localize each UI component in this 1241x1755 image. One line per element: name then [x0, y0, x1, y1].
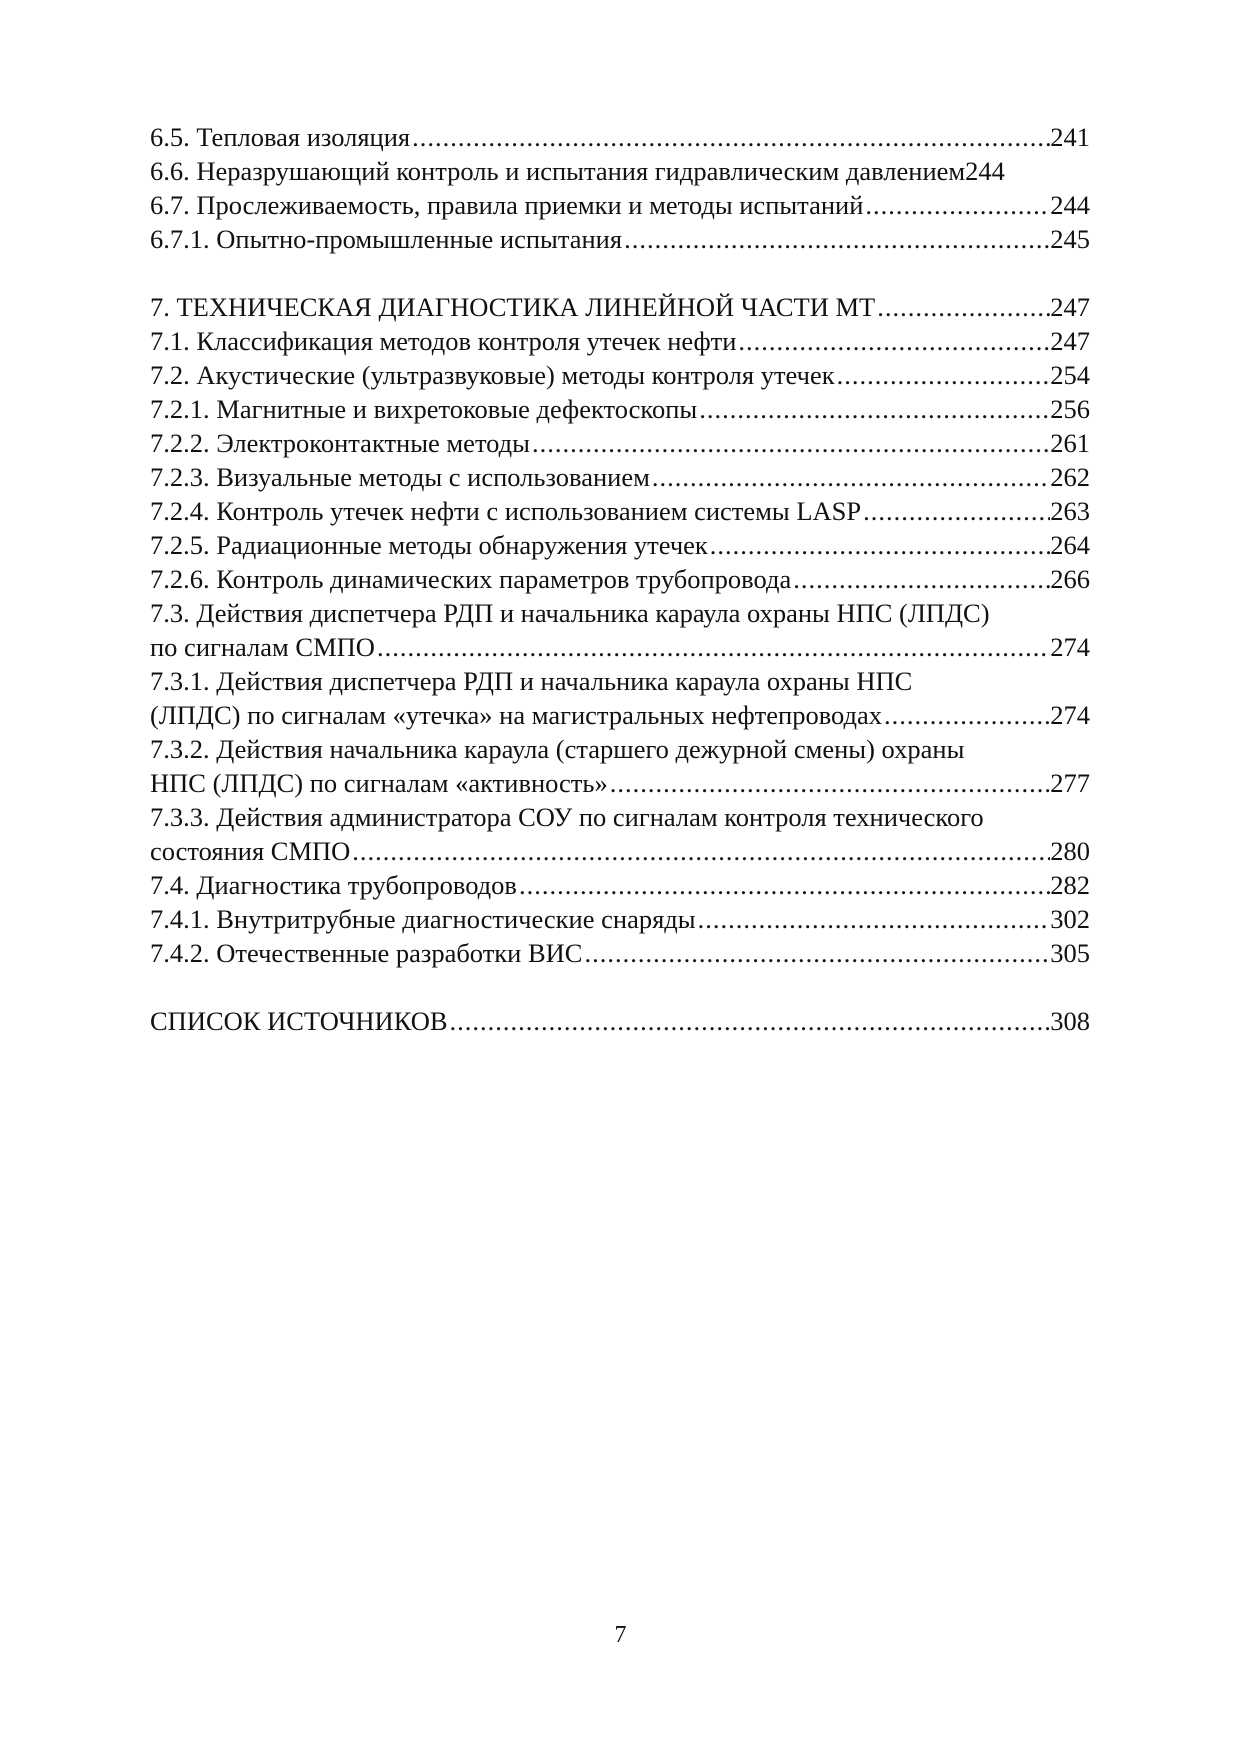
toc-entry-title: 7.2. Акустические (ультразвуковые) методы контроля утечек [150, 360, 835, 390]
toc-entry[interactable] [150, 1004, 1090, 1038]
dot-leader [696, 902, 1051, 936]
dot-leader [875, 290, 1050, 324]
toc-page-number: 247 [1050, 326, 1090, 356]
toc-entry-title: 7.2.5. Радиационные методы обнаружения утечек [150, 530, 708, 560]
dot-leader [530, 426, 1050, 460]
toc-entry-line [150, 324, 1090, 358]
toc-entry[interactable] [150, 596, 1090, 664]
toc-entry-line [150, 664, 1090, 698]
toc-entry-title: состояния СМПО [150, 836, 351, 866]
toc-page-number: 277 [1050, 768, 1090, 798]
toc-entry-title: 7.3. Действия диспетчера РДП и начальника караула охраны НПС (ЛПДС) [150, 598, 990, 628]
dot-leader [882, 698, 1050, 732]
toc-entry-title: 6.7. Прослеживаемость, правила приемки и методы испытаний [150, 190, 864, 220]
dot-leader [410, 120, 1050, 154]
toc-page-number: 302 [1050, 904, 1090, 934]
dot-leader [697, 392, 1050, 426]
toc-entry[interactable] [150, 188, 1090, 222]
toc-page-number: 247 [1050, 292, 1090, 322]
toc-entry-title: 7. ТЕХНИЧЕСКАЯ ДИАГНОСТИКА ЛИНЕЙНОЙ ЧАСТИ МТ [150, 292, 876, 322]
dot-leader [863, 188, 1050, 222]
section-gap [150, 970, 1090, 1004]
toc-page-number: 241 [1050, 122, 1090, 152]
dot-leader [582, 936, 1050, 970]
section-gap [150, 256, 1090, 290]
toc-entry[interactable] [150, 120, 1090, 154]
toc-entry[interactable] [150, 358, 1090, 392]
toc-entry-title: НПС (ЛПДС) по сигналам «активность» [150, 768, 608, 798]
toc-entry[interactable] [150, 290, 1090, 324]
toc-entry-line [150, 936, 1090, 970]
toc-entry-line [150, 800, 1090, 834]
toc-entry-title: 7.4.2. Отечественные разработки ВИС [150, 938, 583, 968]
toc-entry[interactable] [150, 732, 1090, 800]
toc-entry-title: 6.7.1. Опытно-промышленные испытания [150, 224, 623, 254]
toc-entry-title: 7.2.3. Визуальные методы с использованием [150, 462, 650, 492]
toc-page-number: 263 [1050, 496, 1090, 526]
toc-entry[interactable] [150, 562, 1090, 596]
toc-entry[interactable] [150, 868, 1090, 902]
toc-entry-title: 7.3.2. Действия начальника караула (старшего дежурной смены) охраны [150, 734, 965, 764]
dot-leader [622, 222, 1050, 256]
toc-entry-title: (ЛПДС) по сигналам «утечка» на магистральных нефтепроводах [150, 700, 883, 730]
toc-entry[interactable] [150, 528, 1090, 562]
toc-entry[interactable] [150, 664, 1090, 732]
toc-entry-line [150, 358, 1090, 392]
toc-entry-line [150, 766, 1090, 800]
toc-entry-line [150, 494, 1090, 528]
dot-leader [708, 528, 1050, 562]
toc-page-number: 245 [1050, 224, 1090, 254]
toc-entry-title: 7.4. Диагностика трубопроводов [150, 870, 517, 900]
dot-leader [608, 766, 1051, 800]
toc-entry-title: 7.2.6. Контроль динамических параметров трубопровода [150, 564, 792, 594]
toc-entry-line [150, 1004, 1090, 1038]
toc-entry-line [150, 834, 1090, 868]
toc-entry-line [150, 902, 1090, 936]
dot-leader [736, 324, 1050, 358]
toc-page-number: 308 [1050, 1006, 1090, 1036]
toc-entry-line [150, 188, 1090, 222]
table-of-contents [150, 120, 1090, 1038]
toc-page-number: 254 [1050, 360, 1090, 390]
toc-page-number: 305 [1050, 938, 1090, 968]
dot-leader [861, 494, 1050, 528]
dot-leader [350, 834, 1050, 868]
dot-leader [791, 562, 1050, 596]
toc-entry-line [150, 596, 1090, 630]
toc-entry-line [150, 222, 1090, 256]
toc-entry-title: 6.6. Неразрушающий контроль и испытания гидравлическим давлением [150, 156, 966, 186]
toc-entry-title: 7.2.2. Электроконтактные методы [150, 428, 530, 458]
toc-page-number: 274 [1050, 632, 1090, 662]
toc-entry-title: 7.4.1. Внутритрубные диагностические снаряды [150, 904, 696, 934]
toc-entry-title: 7.2.1. Магнитные и вихретоковые дефектоскопы [150, 394, 698, 424]
toc-entry[interactable] [150, 154, 1090, 188]
toc-entry-title: 6.5. Тепловая изоляция [150, 122, 411, 152]
toc-page-number: 261 [1050, 428, 1090, 458]
toc-entry-title: 7.2.4. Контроль утечек нефти с использованием системы LASP [150, 496, 862, 526]
toc-page-number: 282 [1050, 870, 1090, 900]
toc-entry-line [150, 154, 1090, 188]
toc-entry-title: 7.1. Классификация методов контроля утечек нефти [150, 326, 737, 356]
toc-entry-line [150, 290, 1090, 324]
toc-entry[interactable] [150, 460, 1090, 494]
toc-page-number: 256 [1050, 394, 1090, 424]
toc-entry-line [150, 528, 1090, 562]
toc-entry-title: 7.3.3. Действия администратора СОУ по сигналам контроля технического [150, 802, 984, 832]
toc-entry[interactable] [150, 800, 1090, 868]
dot-leader [375, 630, 1050, 664]
toc-entry-line [150, 630, 1090, 664]
toc-entry[interactable] [150, 392, 1090, 426]
toc-page-number: 262 [1050, 462, 1090, 492]
toc-entry-line [150, 392, 1090, 426]
toc-entry-line [150, 426, 1090, 460]
toc-entry[interactable] [150, 324, 1090, 358]
page-number: 7 [614, 1622, 627, 1648]
toc-entry-line [150, 120, 1090, 154]
toc-page-number: 266 [1050, 564, 1090, 594]
toc-page-number: 280 [1050, 836, 1090, 866]
toc-entry-line [150, 868, 1090, 902]
dot-leader [835, 358, 1051, 392]
dot-leader [448, 1004, 1051, 1038]
toc-page-number: 244 [1050, 190, 1090, 220]
toc-page-number: 264 [1050, 530, 1090, 560]
dot-leader [517, 868, 1050, 902]
toc-entry[interactable] [150, 494, 1090, 528]
toc-entry-line [150, 698, 1090, 732]
toc-entry[interactable] [150, 902, 1090, 936]
dot-leader [650, 460, 1050, 494]
toc-entry-title: 7.3.1. Действия диспетчера РДП и начальника караула охраны НПС [150, 666, 913, 696]
toc-entry-title: СПИСОК ИСТОЧНИКОВ [150, 1006, 448, 1036]
toc-entry-line [150, 562, 1090, 596]
toc-entry-line [150, 460, 1090, 494]
toc-entry[interactable] [150, 222, 1090, 256]
toc-page-number: 274 [1050, 700, 1090, 730]
toc-entry[interactable] [150, 426, 1090, 460]
toc-page-number: 244 [965, 156, 1005, 186]
toc-entry-title: по сигналам СМПО [150, 632, 375, 662]
toc-entry-line [150, 732, 1090, 766]
toc-entry[interactable] [150, 936, 1090, 970]
